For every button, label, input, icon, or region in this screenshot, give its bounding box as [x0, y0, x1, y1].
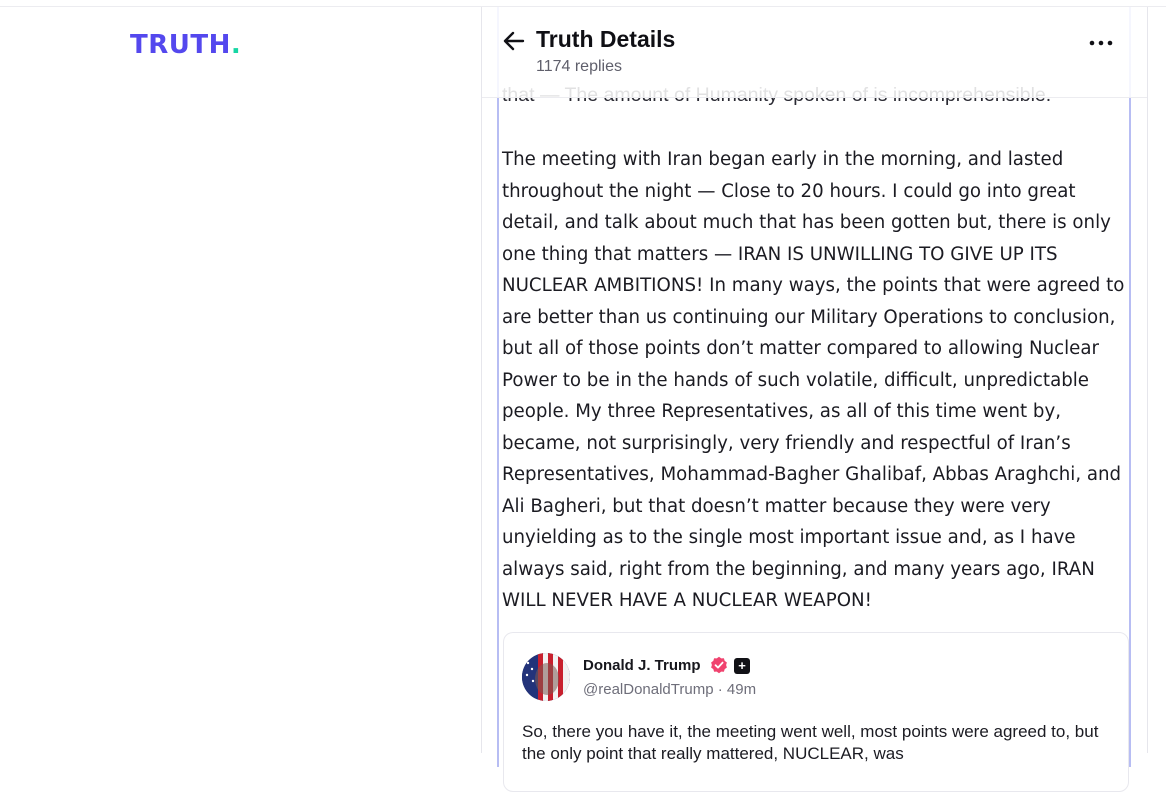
arrow-left-icon[interactable]	[500, 27, 528, 55]
avatar-image-icon	[522, 653, 570, 701]
post-body	[497, 7, 1131, 767]
quoted-post-text: So, there you have it, the meeting went well, most points were agreed to, but the only point that really mattered, NUCLEAR, was	[522, 722, 1099, 763]
logo-dot: .	[230, 30, 242, 60]
truth-logo[interactable]	[130, 30, 241, 60]
quoted-post-card[interactable]	[503, 632, 1129, 792]
plus-badge-icon: +	[734, 658, 750, 674]
logo-text: TRUTH	[130, 30, 231, 60]
top-border	[0, 0, 1166, 7]
replies-count: 1174 replies	[536, 58, 622, 75]
details-header	[482, 7, 1147, 98]
ellipsis-icon[interactable]	[1086, 31, 1116, 55]
post-text: The meeting with Iran began early in the morning, and lasted throughout the night — Close to 20 hours. I could go into great detail, and talk about much that has been gotten but, there is only one thing that matters — IRAN IS UNWILLING TO GIVE UP ITS NUCLEAR AMBITIONS! In many ways, the points that were agreed to are better than us continuing our Military Operations to conclusion, but all of those points don’t matter compared to allowing Nuclear Power to be in the hands of such volatile, difficult, unpredictable people. My three Representatives, as all of this time went by, became, not surprisingly, very friendly and respectful of Iran’s Representatives, Mohammad-Bagher Ghalibaf, Abbas Araghchi, and Ali Bagheri, but that doesn’t matter because they were very unyielding as to the single most important issue and, as I have always said, right from the beginning, and many years ago, IRAN WILL NEVER HAVE A NUCLEAR WEAPON!	[502, 149, 1125, 611]
quoted-author-name[interactable]: Donald J. Trump	[583, 657, 701, 674]
page-title: Truth Details	[536, 26, 676, 52]
verified-badge-icon	[710, 656, 728, 674]
quoted-author-handle[interactable]: @realDonaldTrump · 49m	[583, 681, 757, 698]
avatar[interactable]	[522, 653, 570, 701]
main-column	[481, 7, 1148, 763]
